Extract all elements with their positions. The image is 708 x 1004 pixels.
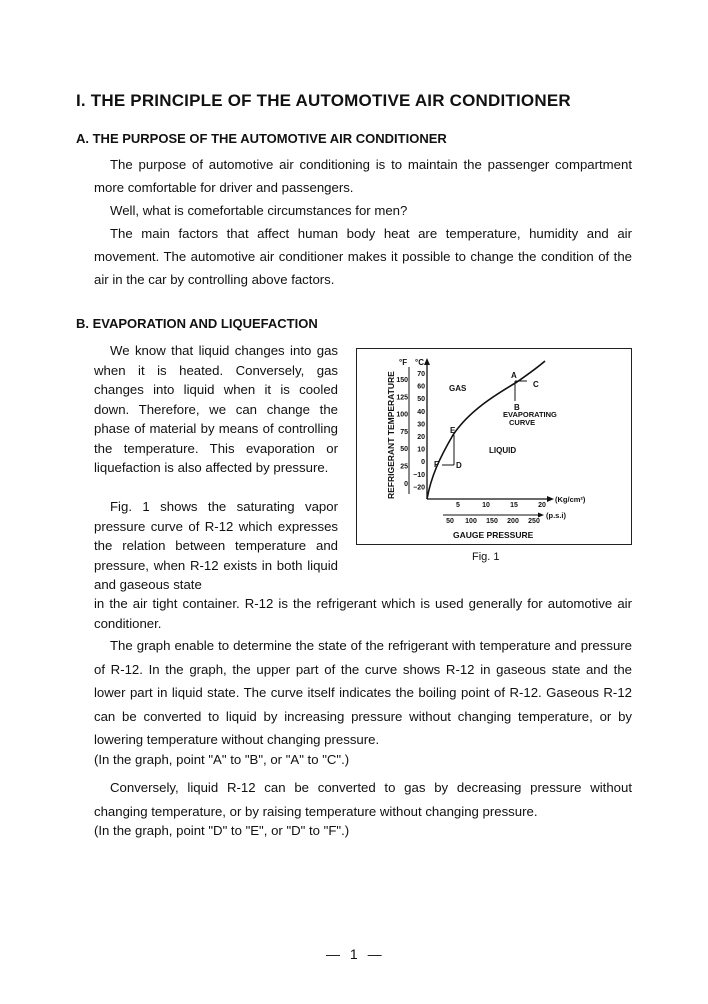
- curve-label-line-2: CURVE: [509, 418, 536, 427]
- psi-tick-label: 50: [446, 518, 454, 525]
- page-number: — 1 —: [326, 946, 385, 962]
- kg-tick-label: 15: [510, 502, 518, 509]
- kg-tick-label: 20: [538, 502, 546, 509]
- f-tick-label: 100: [396, 411, 408, 419]
- psi-tick-label: 100: [465, 518, 477, 525]
- point-c: C: [533, 380, 539, 389]
- c-tick-label: 30: [417, 421, 425, 429]
- section-b-note-1: (In the graph, point "A" to "B", or "A" to "C".): [94, 752, 350, 767]
- psi-tick-labels: [446, 518, 540, 525]
- section-a-paragraph-2: Well, what is comefortable circumstances for men?: [110, 203, 408, 218]
- f-tick-label: 0: [404, 480, 408, 488]
- f-tick-label: 150: [396, 377, 408, 384]
- point-a: A: [511, 371, 517, 380]
- section-b-paragraph-2b: in the air tight container. R-12 is the refrigerant which is used generally for automotive air conditioner.: [94, 596, 632, 631]
- kg-tick-label: 5: [456, 502, 460, 509]
- kg-tick-labels: [456, 502, 546, 509]
- section-b-paragraph-2a: Fig. 1 shows the saturating vapor pressure curve of R-12 which expresses the relation between temperature and pressure, when R-12 exists in both liquid and gaseous state: [94, 499, 338, 592]
- x-axis-label: GAUGE PRESSURE: [453, 530, 534, 540]
- vapor-pressure-chart: [357, 349, 633, 546]
- x-axis-arrow: [547, 496, 554, 502]
- gas-label: GAS: [449, 384, 467, 393]
- point-f: F: [434, 460, 439, 469]
- c-tick-label: −10: [413, 471, 425, 479]
- figure-1: [356, 348, 632, 545]
- c-tick-label: 70: [417, 371, 425, 378]
- section-a-heading: A. THE PURPOSE OF THE AUTOMOTIVE AIR CONDITIONER: [76, 131, 447, 146]
- unit-psi: (p.s.i): [546, 511, 566, 520]
- f-tick-label: 25: [400, 463, 408, 471]
- f-tick-label: 75: [400, 428, 408, 436]
- y-axis-label: REFRIGERANT TEMPERATURE: [386, 371, 396, 499]
- f-tick-labels: [396, 377, 408, 488]
- c-tick-label: 20: [417, 434, 425, 441]
- curve-label-line-1: EVAPORATING: [503, 410, 557, 419]
- section-b-paragraph-1: We know that liquid changes into gas when it is heated. Conversely, gas changes into liquid when it is cooled down. Therefore, we can change the phase of material by means of controlling the temperature. This evaporation or liquefaction is also affected by pressure.: [94, 343, 338, 475]
- unit-kg: (Kg/cm²): [555, 495, 586, 504]
- section-b-heading: B. EVAPORATION AND LIQUEFACTION: [76, 316, 318, 331]
- psi-tick-label: 200: [507, 518, 519, 525]
- unit-f: °F: [399, 358, 408, 367]
- y-axis-arrow: [424, 358, 430, 365]
- section-b-note-2: (In the graph, point "D" to "E", or "D" to "F".): [94, 823, 350, 838]
- section-b-paragraph-3: The graph enable to determine the state of the refrigerant with temperature and pressure of R-12. In the graph, the upper part of the curve shows R-12 in gaseous state and the lower part in liquid state. The curve itself indicates the boiling point of R-12. Gaseous R-12 can be converted to liquid by increasing pressure without changing temperature, or by lowering temperature without changing pressure.: [94, 638, 632, 747]
- point-e: E: [450, 426, 456, 435]
- section-a-paragraph-1: The purpose of automotive air conditioning is to maintain the passenger compartment more comfortable for driver and passengers.: [94, 157, 632, 195]
- psi-axis-arrow: [538, 513, 544, 518]
- c-tick-label: 0: [421, 459, 425, 467]
- liquid-label: LIQUID: [489, 446, 517, 455]
- section-b-paragraph-4: Conversely, liquid R-12 can be converted to gas by decreasing pressure without changing temperature, or by raising temperature without changing pressure.: [94, 780, 632, 819]
- kg-tick-label: 10: [482, 502, 490, 509]
- psi-tick-label: 150: [486, 518, 498, 525]
- c-tick-label: 40: [417, 408, 425, 416]
- c-tick-label: 60: [417, 383, 425, 391]
- psi-tick-label: 250: [528, 518, 540, 525]
- point-b: B: [514, 403, 520, 412]
- c-tick-label: 10: [417, 446, 425, 454]
- evaporating-curve: [427, 361, 545, 499]
- point-d: D: [456, 461, 462, 470]
- section-a-paragraph-3: The main factors that affect human body heat are temperature, humidity and air movement. The automotive air conditioner makes it possible to change the condition of the air in the car by controlling above factors.: [94, 226, 632, 287]
- page-title: I. THE PRINCIPLE OF THE AUTOMOTIVE AIR CONDITIONER: [76, 91, 571, 110]
- figure-caption: Fig. 1: [472, 551, 500, 563]
- c-tick-label: −20: [413, 484, 425, 492]
- f-tick-label: 50: [400, 446, 408, 454]
- c-tick-label: 50: [417, 396, 425, 404]
- c-tick-labels: [413, 371, 425, 491]
- f-tick-label: 125: [396, 394, 408, 402]
- unit-c: °C: [415, 358, 424, 367]
